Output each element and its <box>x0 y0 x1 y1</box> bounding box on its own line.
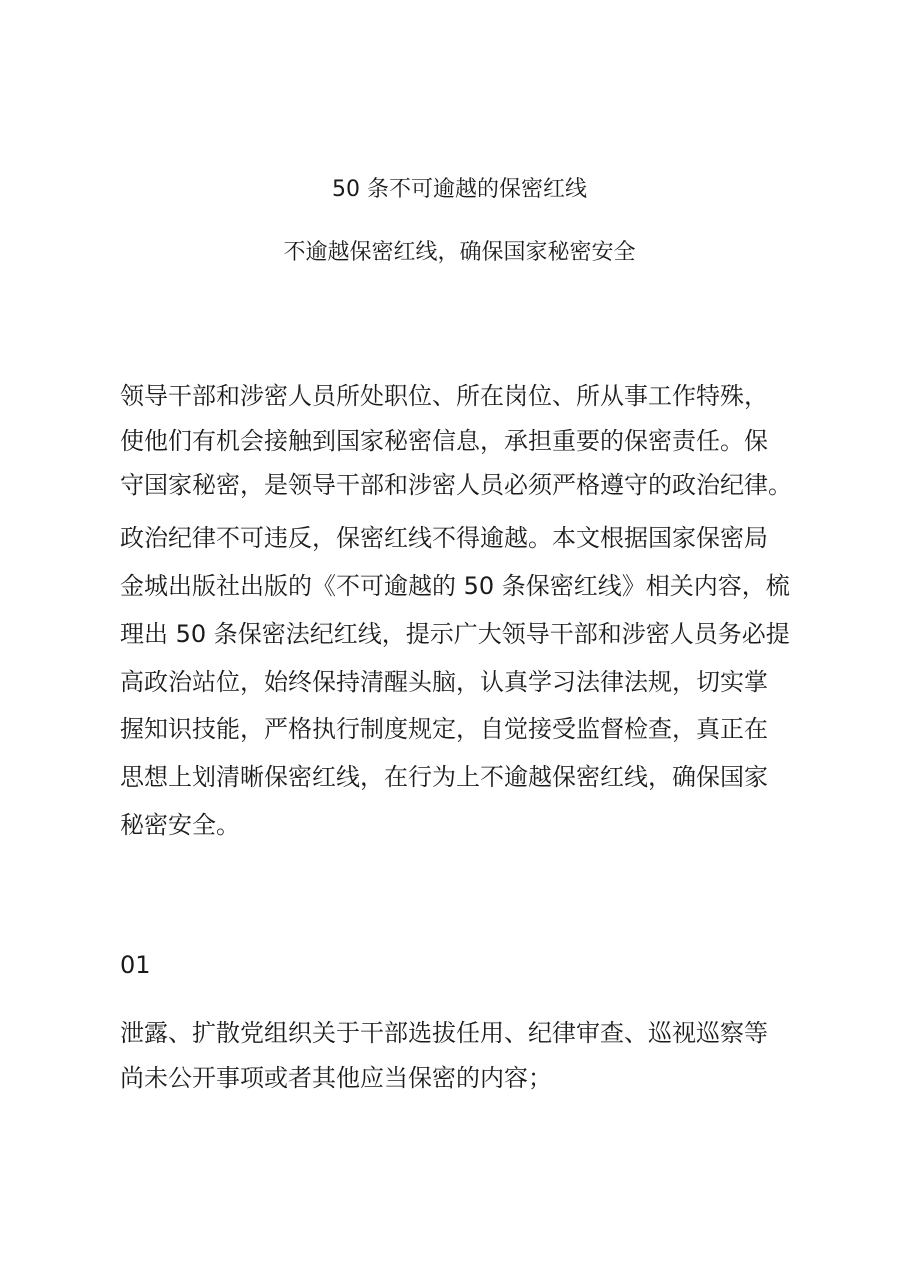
section-line: 泄露、扩散党组织关于干部选拔任用、纪律审查、巡视巡察等 <box>120 1019 768 1047</box>
intro-line: 使他们有机会接触到国家秘密信息，承担重要的保密责任。保 <box>120 427 768 455</box>
document-title: 50 条不可逾越的保密红线 <box>332 177 587 202</box>
document-subtitle: 不逾越保密红线，确保国家秘密安全 <box>283 240 636 265</box>
section-line: 尚未公开事项或者其他应当保密的内容； <box>120 1064 552 1092</box>
intro-line: 握知识技能，严格执行制度规定，自觉接受监督检查，真正在 <box>120 715 768 743</box>
intro-line: 理出 50 条保密法纪红线，提示广大领导干部和涉密人员务必提 <box>120 620 790 648</box>
intro-line: 高政治站位，始终保持清醒头脑，认真学习法律法规，切实掌 <box>120 668 768 696</box>
intro-line: 守国家秘密，是领导干部和涉密人员必须严格遵守的政治纪律。 <box>120 471 792 499</box>
intro-line: 领导干部和涉密人员所处职位、所在岗位、所从事工作特殊， <box>120 382 768 410</box>
section-number: 01 <box>120 951 151 979</box>
intro-line: 秘密安全。 <box>120 811 240 839</box>
intro-line: 金城出版社出版的《不可逾越的 50 条保密红线》相关内容，梳 <box>120 572 790 600</box>
intro-line: 政治纪律不可违反，保密红线不得逾越。本文根据国家保密局 <box>120 524 768 552</box>
intro-line: 思想上划清晰保密红线，在行为上不逾越保密红线，确保国家 <box>120 763 768 791</box>
